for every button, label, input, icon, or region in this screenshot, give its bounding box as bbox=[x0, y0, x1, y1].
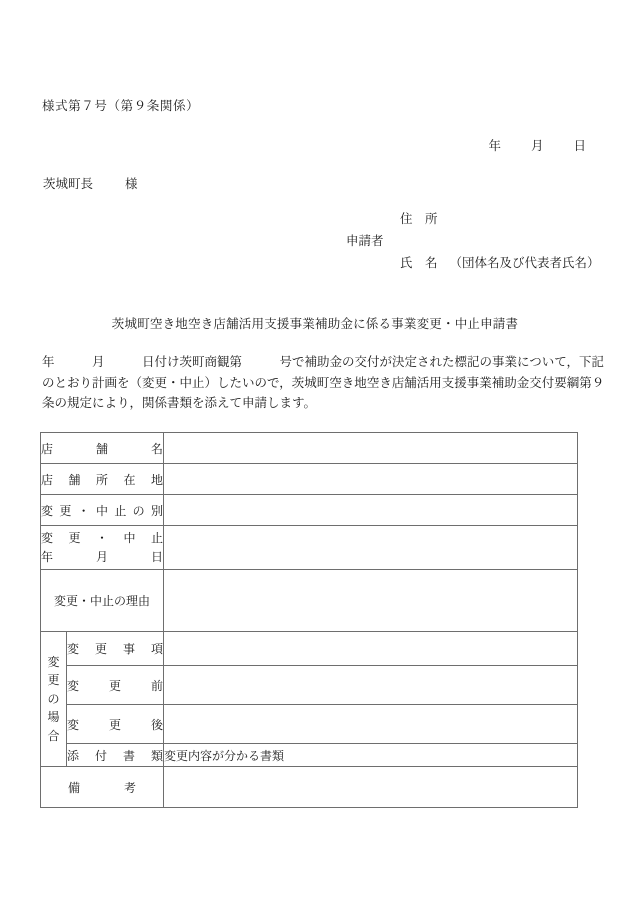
table-row bbox=[41, 433, 578, 464]
row-value-before-change[interactable] bbox=[164, 666, 578, 705]
row-value-change-item[interactable] bbox=[164, 632, 578, 666]
row-value-shop-address[interactable] bbox=[164, 464, 578, 495]
addressee-name: 茨城町長 bbox=[43, 176, 94, 191]
row-label-change-date: 変更・中止 年 月 日 bbox=[41, 526, 164, 570]
table-row bbox=[41, 767, 578, 808]
table-row bbox=[41, 464, 578, 495]
applicant-group-row bbox=[346, 235, 596, 257]
applicant-block bbox=[346, 211, 600, 279]
row-label-before-change: 変更前 bbox=[67, 666, 164, 705]
addressee bbox=[43, 174, 138, 192]
date-line bbox=[0, 136, 586, 154]
row-label-remarks: 備考 bbox=[41, 767, 164, 808]
body-paragraph bbox=[42, 352, 605, 414]
row-value-remarks[interactable] bbox=[164, 767, 578, 808]
applicant-name-label: 氏 名 bbox=[400, 255, 438, 270]
row-label-change-reason: 変更・中止の理由 bbox=[41, 570, 164, 632]
body-line-1: 年 月 日付け茨町商観第 号で補助金の交付が決定された標記の事業について，下記 bbox=[42, 354, 605, 369]
table-row bbox=[41, 495, 578, 526]
document-title: 茨城町空き地空き店舗活用支援事業補助金に係る事業変更・中止申請書 bbox=[111, 316, 519, 331]
vertical-label-chars: 変 更 の 場 合 bbox=[47, 654, 60, 743]
row-value-shop-name[interactable] bbox=[164, 433, 578, 464]
row-label-shop-name: 店舗名 bbox=[41, 433, 164, 464]
table-row bbox=[41, 526, 578, 570]
form-number: 様式第７号（第９条関係） bbox=[42, 98, 200, 113]
table-row bbox=[41, 744, 578, 767]
date-year-label: 年 bbox=[488, 138, 501, 153]
row-value-change-or-cancel-type[interactable] bbox=[164, 495, 578, 526]
row-value-after-change[interactable] bbox=[164, 705, 578, 744]
row-label-attachments: 添付書類 bbox=[67, 744, 164, 767]
row-label-shop-address: 店舗所在地 bbox=[41, 464, 164, 495]
row-value-change-reason[interactable] bbox=[164, 570, 578, 632]
date-month-label: 月 bbox=[530, 138, 544, 153]
body-line-2: のとおり計画を（変更・中止）したいので，茨城町空き地空き店舗活用支援事業補助金交付要綱第９ bbox=[42, 374, 605, 390]
row-value-change-date[interactable] bbox=[164, 526, 578, 570]
date-day-label: 日 bbox=[573, 138, 586, 153]
body-line-3: 条の規定により，関係書類を添えて申請します。 bbox=[42, 395, 317, 410]
table-row bbox=[41, 570, 578, 632]
application-table bbox=[40, 432, 578, 808]
table-row bbox=[41, 632, 578, 666]
applicant-name-note: （団体名及び代表者氏名） bbox=[449, 255, 600, 270]
row-label-after-change: 変更後 bbox=[67, 705, 164, 744]
row-label-change-item: 変更事項 bbox=[67, 632, 164, 666]
row-label-change-case-vertical bbox=[41, 632, 67, 767]
row-label-change-or-cancel-type: 変更・中止の別 bbox=[41, 495, 164, 526]
row-value-attachments[interactable]: 変更内容が分かる書類 bbox=[164, 744, 578, 767]
applicant-group-label: 申請者 bbox=[346, 233, 384, 248]
applicant-address-label: 住 所 bbox=[400, 211, 438, 226]
table-row bbox=[41, 705, 578, 744]
table-row bbox=[41, 666, 578, 705]
applicant-address-row bbox=[346, 213, 596, 235]
addressee-honorific: 様 bbox=[125, 176, 138, 191]
applicant-name-row bbox=[346, 255, 600, 279]
